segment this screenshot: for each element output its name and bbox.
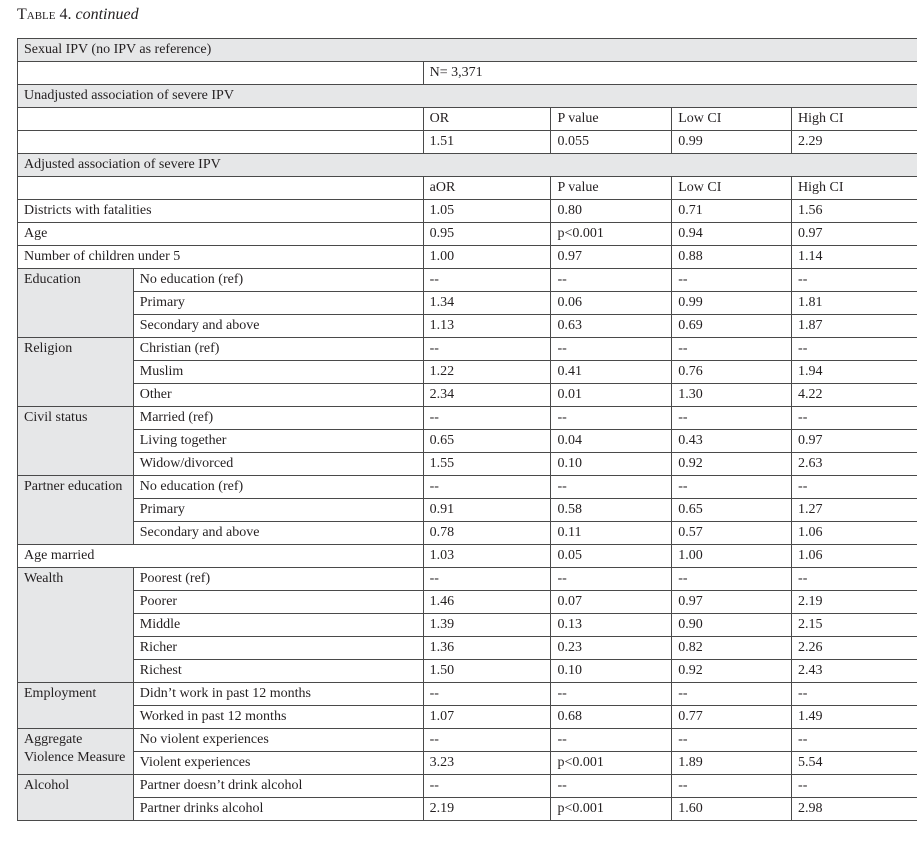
value-low-ci: 0.82: [672, 637, 792, 660]
value-p: --: [551, 338, 672, 361]
value-high-ci: 2.63: [792, 453, 917, 476]
group-label: Religion: [18, 338, 134, 407]
n-row: [18, 62, 917, 85]
group-label: Wealth: [18, 568, 134, 683]
value-low-ci: 1.00: [672, 545, 792, 568]
value-low-ci: 0.65: [672, 499, 792, 522]
value-p: --: [551, 568, 672, 591]
header-row-unadjusted: [18, 108, 917, 131]
sample-size: N= 3,371: [423, 62, 917, 85]
empty-cell: [18, 177, 424, 200]
value-high-ci: 1.27: [792, 499, 917, 522]
table-row: [18, 775, 917, 798]
value-p: --: [551, 269, 672, 292]
value-p: p<0.001: [551, 798, 672, 821]
value-high-ci: 1.81: [792, 292, 917, 315]
value-aor: 1.22: [423, 361, 551, 384]
header-p-value: P value: [551, 177, 672, 200]
value-high-ci: 0.97: [792, 223, 917, 246]
table-row: [18, 200, 917, 223]
value-low-ci: 1.30: [672, 384, 792, 407]
table-row: [18, 798, 917, 821]
unadjusted-values-row: [18, 131, 917, 154]
value-low-ci: 0.57: [672, 522, 792, 545]
value-high-ci: --: [792, 568, 917, 591]
value-low-ci: 1.60: [672, 798, 792, 821]
table-row: [18, 476, 917, 499]
value-p: --: [551, 683, 672, 706]
value-high-ci: --: [792, 407, 917, 430]
value-aor: --: [423, 568, 551, 591]
value-low-ci: --: [672, 683, 792, 706]
empty-cell: [18, 131, 424, 154]
row-label: Secondary and above: [133, 522, 423, 545]
value-high-ci: 4.22: [792, 384, 917, 407]
row-label: Primary: [133, 292, 423, 315]
table-row: [18, 660, 917, 683]
table-caption: [17, 6, 139, 24]
value-low-ci: 0.77: [672, 706, 792, 729]
value-high-ci: 1.49: [792, 706, 917, 729]
table-row: [18, 338, 917, 361]
table-row: [18, 223, 917, 246]
value-high-ci: --: [792, 338, 917, 361]
value-low-ci: --: [672, 775, 792, 798]
row-label: Secondary and above: [133, 315, 423, 338]
value-p: 0.10: [551, 453, 672, 476]
value-p: --: [551, 407, 672, 430]
value-low-ci: 0.99: [672, 292, 792, 315]
row-label: Living together: [133, 430, 423, 453]
header-or: OR: [423, 108, 551, 131]
value-low-ci: 0.92: [672, 660, 792, 683]
value-low-ci: --: [672, 568, 792, 591]
value-high-ci: 1.14: [792, 246, 917, 269]
value-low-ci: 0.99: [672, 131, 792, 154]
value-high-ci: 2.26: [792, 637, 917, 660]
group-label: Alcohol: [18, 775, 134, 821]
value-aor: 1.00: [423, 246, 551, 269]
value-low-ci: 0.94: [672, 223, 792, 246]
row-label: No education (ref): [133, 269, 423, 292]
value-p: p<0.001: [551, 752, 672, 775]
value-low-ci: 0.90: [672, 614, 792, 637]
value-aor: 2.19: [423, 798, 551, 821]
header-high-ci: High CI: [792, 177, 917, 200]
value-low-ci: 0.92: [672, 453, 792, 476]
value-aor: --: [423, 269, 551, 292]
empty-cell: [18, 108, 424, 131]
value-low-ci: --: [672, 729, 792, 752]
group-label: Civil status: [18, 407, 134, 476]
row-label: Middle: [133, 614, 423, 637]
value-p: 0.05: [551, 545, 672, 568]
row-label: Worked in past 12 months: [133, 706, 423, 729]
table-row: [18, 545, 917, 568]
value-aor: 0.95: [423, 223, 551, 246]
value-low-ci: --: [672, 407, 792, 430]
row-label: No violent experiences: [133, 729, 423, 752]
row-label: Poorest (ref): [133, 568, 423, 591]
value-low-ci: 0.69: [672, 315, 792, 338]
row-label: Poorer: [133, 591, 423, 614]
table-row: [18, 614, 917, 637]
value-aor: 1.50: [423, 660, 551, 683]
row-label: No education (ref): [133, 476, 423, 499]
value-high-ci: 1.94: [792, 361, 917, 384]
caption-suffix: continued: [75, 6, 139, 23]
table-row: [18, 499, 917, 522]
value-p: 0.04: [551, 430, 672, 453]
value-p: 0.13: [551, 614, 672, 637]
header-p-value: P value: [551, 108, 672, 131]
table-row: [18, 729, 917, 752]
value-high-ci: 1.56: [792, 200, 917, 223]
value-aor: 1.13: [423, 315, 551, 338]
table-row: [18, 637, 917, 660]
section-row: [18, 39, 917, 62]
row-label: Partner drinks alcohol: [133, 798, 423, 821]
row-label: Age: [18, 223, 424, 246]
row-label: Muslim: [133, 361, 423, 384]
value-aor: --: [423, 338, 551, 361]
value-aor: --: [423, 775, 551, 798]
table-row: [18, 361, 917, 384]
value-p: 0.97: [551, 246, 672, 269]
value-aor: --: [423, 476, 551, 499]
table-row: [18, 315, 917, 338]
row-label: Districts with fatalities: [18, 200, 424, 223]
section-title-adjusted: Adjusted association of severe IPV: [18, 154, 917, 177]
row-label: Number of children under 5: [18, 246, 424, 269]
value-high-ci: 2.29: [792, 131, 917, 154]
value-p: 0.58: [551, 499, 672, 522]
value-low-ci: --: [672, 269, 792, 292]
row-label: Age married: [18, 545, 424, 568]
table-row: [18, 683, 917, 706]
table-row: [18, 430, 917, 453]
table-row: [18, 384, 917, 407]
group-label: Employment: [18, 683, 134, 729]
value-low-ci: 0.88: [672, 246, 792, 269]
header-low-ci: Low CI: [672, 177, 792, 200]
empty-cell: [18, 62, 424, 85]
value-aor: --: [423, 729, 551, 752]
row-label: Married (ref): [133, 407, 423, 430]
value-high-ci: 5.54: [792, 752, 917, 775]
value-aor: --: [423, 407, 551, 430]
value-aor: 1.05: [423, 200, 551, 223]
table-row: [18, 453, 917, 476]
value-high-ci: 2.19: [792, 591, 917, 614]
row-label: Partner doesn’t drink alcohol: [133, 775, 423, 798]
row-label: Richest: [133, 660, 423, 683]
table-row: [18, 568, 917, 591]
value-high-ci: 1.06: [792, 522, 917, 545]
section-title-unadjusted: Unadjusted association of severe IPV: [18, 85, 917, 108]
table-row: [18, 292, 917, 315]
value-aor: 1.34: [423, 292, 551, 315]
header-aor: aOR: [423, 177, 551, 200]
value-aor: 0.78: [423, 522, 551, 545]
value-aor: 1.39: [423, 614, 551, 637]
header-high-ci: High CI: [792, 108, 917, 131]
value-p: --: [551, 476, 672, 499]
table-row: [18, 407, 917, 430]
value-p: 0.68: [551, 706, 672, 729]
table-row: [18, 246, 917, 269]
value-p: 0.07: [551, 591, 672, 614]
value-high-ci: --: [792, 775, 917, 798]
header-low-ci: Low CI: [672, 108, 792, 131]
section-row: [18, 154, 917, 177]
value-p: --: [551, 775, 672, 798]
caption-label: Table 4.: [17, 6, 72, 23]
group-label: Partner education: [18, 476, 134, 545]
table-row: [18, 752, 917, 775]
row-label: Christian (ref): [133, 338, 423, 361]
value-aor: 1.46: [423, 591, 551, 614]
value-high-ci: --: [792, 269, 917, 292]
value-low-ci: 0.43: [672, 430, 792, 453]
value-p: 0.63: [551, 315, 672, 338]
value-p: 0.23: [551, 637, 672, 660]
value-high-ci: --: [792, 729, 917, 752]
table-row: [18, 591, 917, 614]
value-aor: 1.55: [423, 453, 551, 476]
value-low-ci: 0.76: [672, 361, 792, 384]
row-label: Primary: [133, 499, 423, 522]
value-aor: --: [423, 683, 551, 706]
section-row: [18, 85, 917, 108]
table-row: [18, 522, 917, 545]
value-or: 1.51: [423, 131, 551, 154]
row-label: Other: [133, 384, 423, 407]
value-low-ci: 0.71: [672, 200, 792, 223]
value-high-ci: 2.15: [792, 614, 917, 637]
value-aor: 0.91: [423, 499, 551, 522]
value-p: 0.01: [551, 384, 672, 407]
value-p: p<0.001: [551, 223, 672, 246]
value-p: --: [551, 729, 672, 752]
table-body: [18, 39, 917, 821]
value-aor: 3.23: [423, 752, 551, 775]
results-table: [17, 38, 917, 821]
row-label: Richer: [133, 637, 423, 660]
value-low-ci: --: [672, 338, 792, 361]
value-aor: 1.03: [423, 545, 551, 568]
value-low-ci: 1.89: [672, 752, 792, 775]
value-low-ci: --: [672, 476, 792, 499]
value-aor: 1.07: [423, 706, 551, 729]
value-high-ci: 0.97: [792, 430, 917, 453]
header-row-adjusted: [18, 177, 917, 200]
value-p: 0.11: [551, 522, 672, 545]
row-label: Violent experiences: [133, 752, 423, 775]
row-label: Widow/divorced: [133, 453, 423, 476]
value-high-ci: --: [792, 683, 917, 706]
group-label: Aggregate Violence Measure: [18, 729, 134, 775]
value-p: 0.80: [551, 200, 672, 223]
value-aor: 0.65: [423, 430, 551, 453]
row-label: Didn’t work in past 12 months: [133, 683, 423, 706]
group-label: Education: [18, 269, 134, 338]
value-high-ci: 1.87: [792, 315, 917, 338]
value-p: 0.055: [551, 131, 672, 154]
value-aor: 2.34: [423, 384, 551, 407]
value-low-ci: 0.97: [672, 591, 792, 614]
table-row: [18, 706, 917, 729]
value-high-ci: 2.43: [792, 660, 917, 683]
value-p: 0.41: [551, 361, 672, 384]
value-high-ci: 2.98: [792, 798, 917, 821]
value-p: 0.10: [551, 660, 672, 683]
value-p: 0.06: [551, 292, 672, 315]
value-high-ci: --: [792, 476, 917, 499]
section-title-sexual-ipv: Sexual IPV (no IPV as reference): [18, 39, 917, 62]
value-high-ci: 1.06: [792, 545, 917, 568]
table-row: [18, 269, 917, 292]
value-aor: 1.36: [423, 637, 551, 660]
